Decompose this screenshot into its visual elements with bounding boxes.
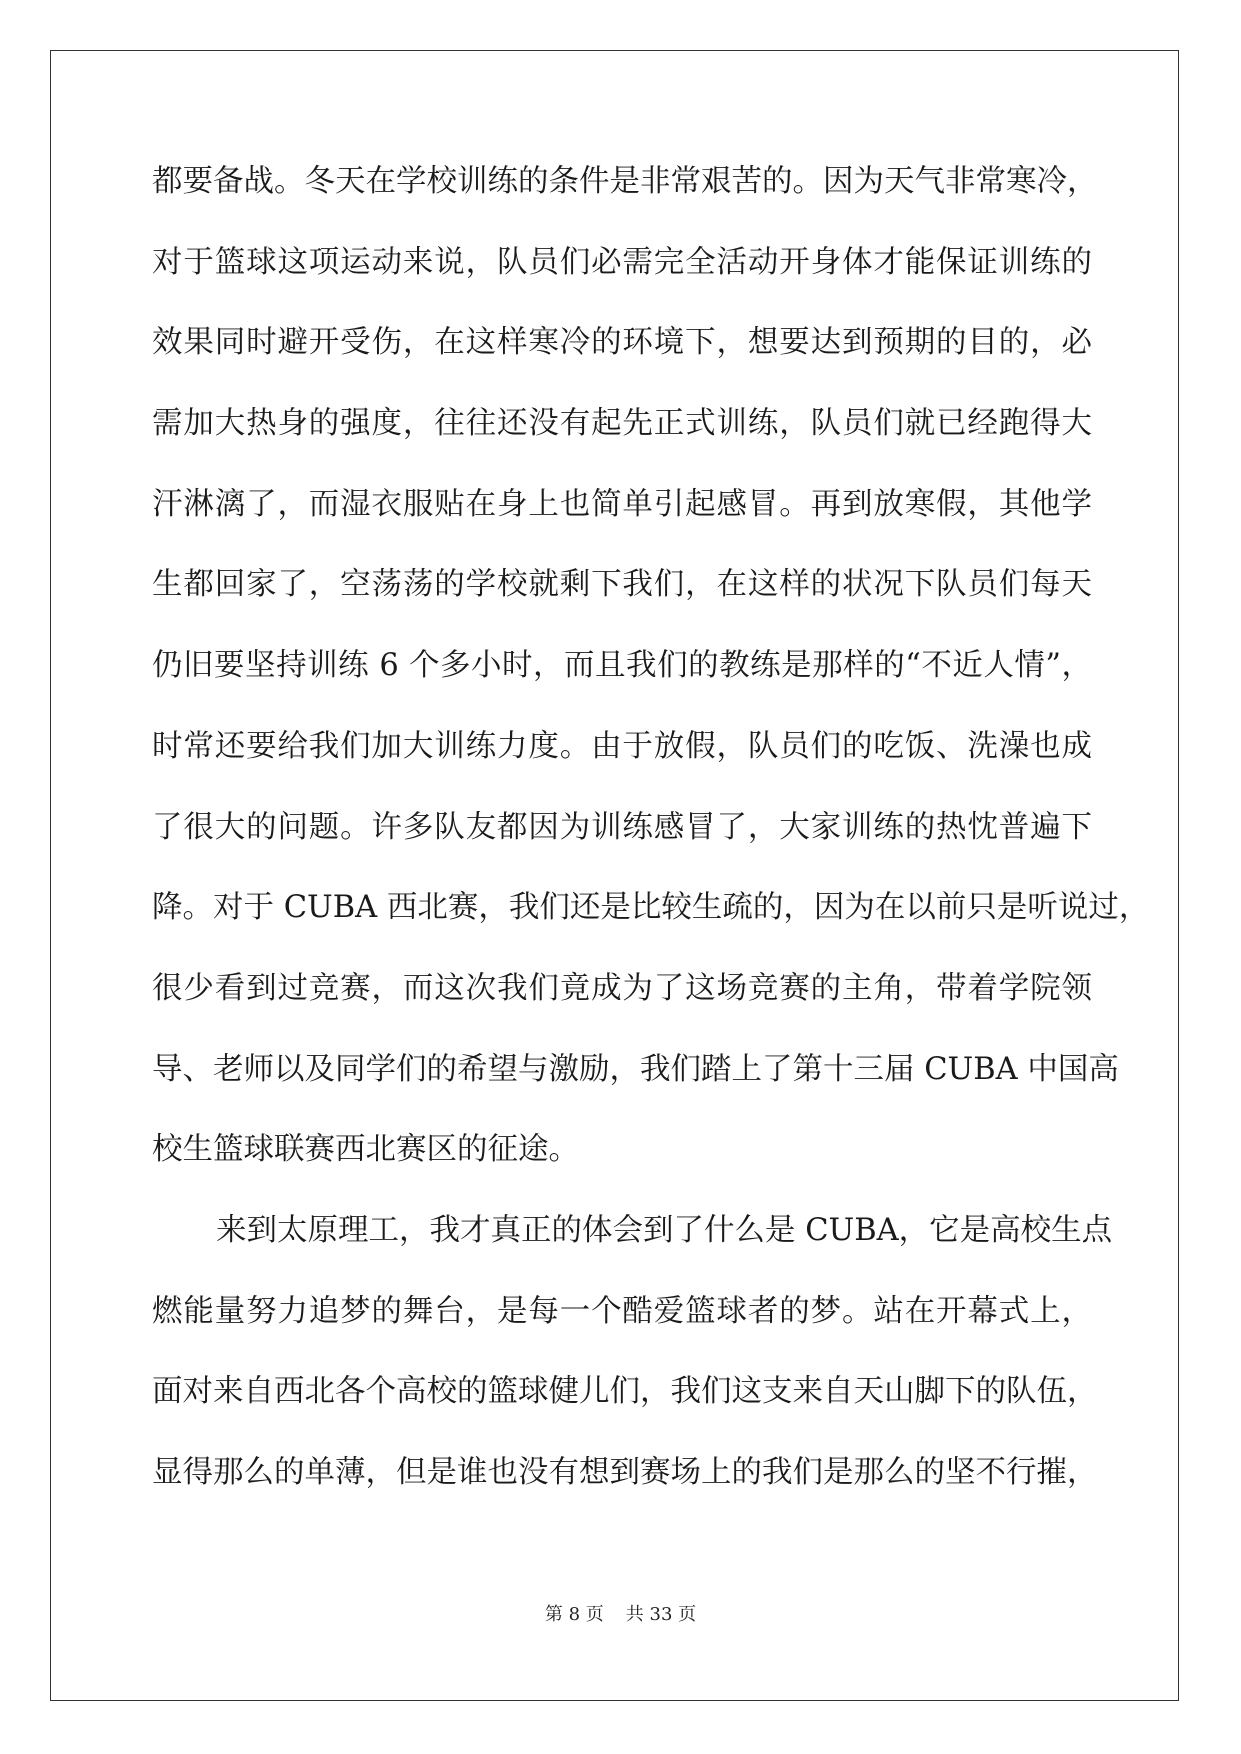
page-total: 共 33 页 xyxy=(625,1604,697,1625)
page-footer xyxy=(0,1600,1241,1626)
text-line: 都要备战。冬天在学校训练的条件是非常艰苦的。因为天气非常寒冷， xyxy=(152,164,1098,199)
text-line: 效果同时避开受伤，在这样寒冷的环境下，想要达到预期的目的，必 xyxy=(152,325,1092,361)
text-line: 降。对于 CUBA 西北赛，我们还是比较生疏的，因为在以前只是听说过， xyxy=(152,890,1150,926)
text-line: 很少看到过竞赛，而这次我们竟成为了这场竞赛的主角，带着学院领 xyxy=(152,970,1092,1006)
text-line: 导、老师以及同学们的希望与激励，我们踏上了第十三届 CUBA 中国高 xyxy=(152,1051,1119,1087)
text-line: 对于篮球这项运动来说，队员们必需完全活动开身体才能保证训练的 xyxy=(152,244,1092,280)
document-body xyxy=(152,160,1150,1532)
text-line: 显得那么的单薄，但是谁也没有想到赛场上的我们是那么的坚不行摧， xyxy=(152,1455,1098,1490)
text-line: 面对来自西北各个高校的篮球健儿们，我们这支来自天山脚下的队伍， xyxy=(152,1374,1098,1410)
text-line: 时常还要给我们加大训练力度。由于放假，队员们的吃饭、洗澡也成 xyxy=(152,728,1092,764)
text-line: 生都回家了，空荡荡的学校就剩下我们，在这样的状况下队员们每天 xyxy=(152,567,1092,603)
text-line: 校生篮球联赛西北赛区的征途。 xyxy=(152,1132,579,1168)
text-line: 汗淋漓了，而湿衣服贴在身上也简单引起感冒。再到放寒假，其他学 xyxy=(152,486,1092,522)
text-line: 燃能量努力追梦的舞台，是每一个酷爱篮球者的梦。站在开幕式上， xyxy=(152,1293,1092,1329)
text-line: 了很大的问题。许多队友都因为训练感冒了，大家训练的热忱普遍下 xyxy=(152,809,1092,845)
text-line: 仍旧要坚持训练 6 个多小时，而且我们的教练是那样的“不近人情”， xyxy=(152,648,1092,684)
text-line: 需加大热身的强度，往往还没有起先正式训练，队员们就已经跑得大 xyxy=(152,406,1092,442)
text-line: 来到太原理工，我才真正的体会到了什么是 CUBA，它是高校生点 xyxy=(216,1212,1113,1248)
page-number: 第 8 页 xyxy=(544,1604,604,1625)
